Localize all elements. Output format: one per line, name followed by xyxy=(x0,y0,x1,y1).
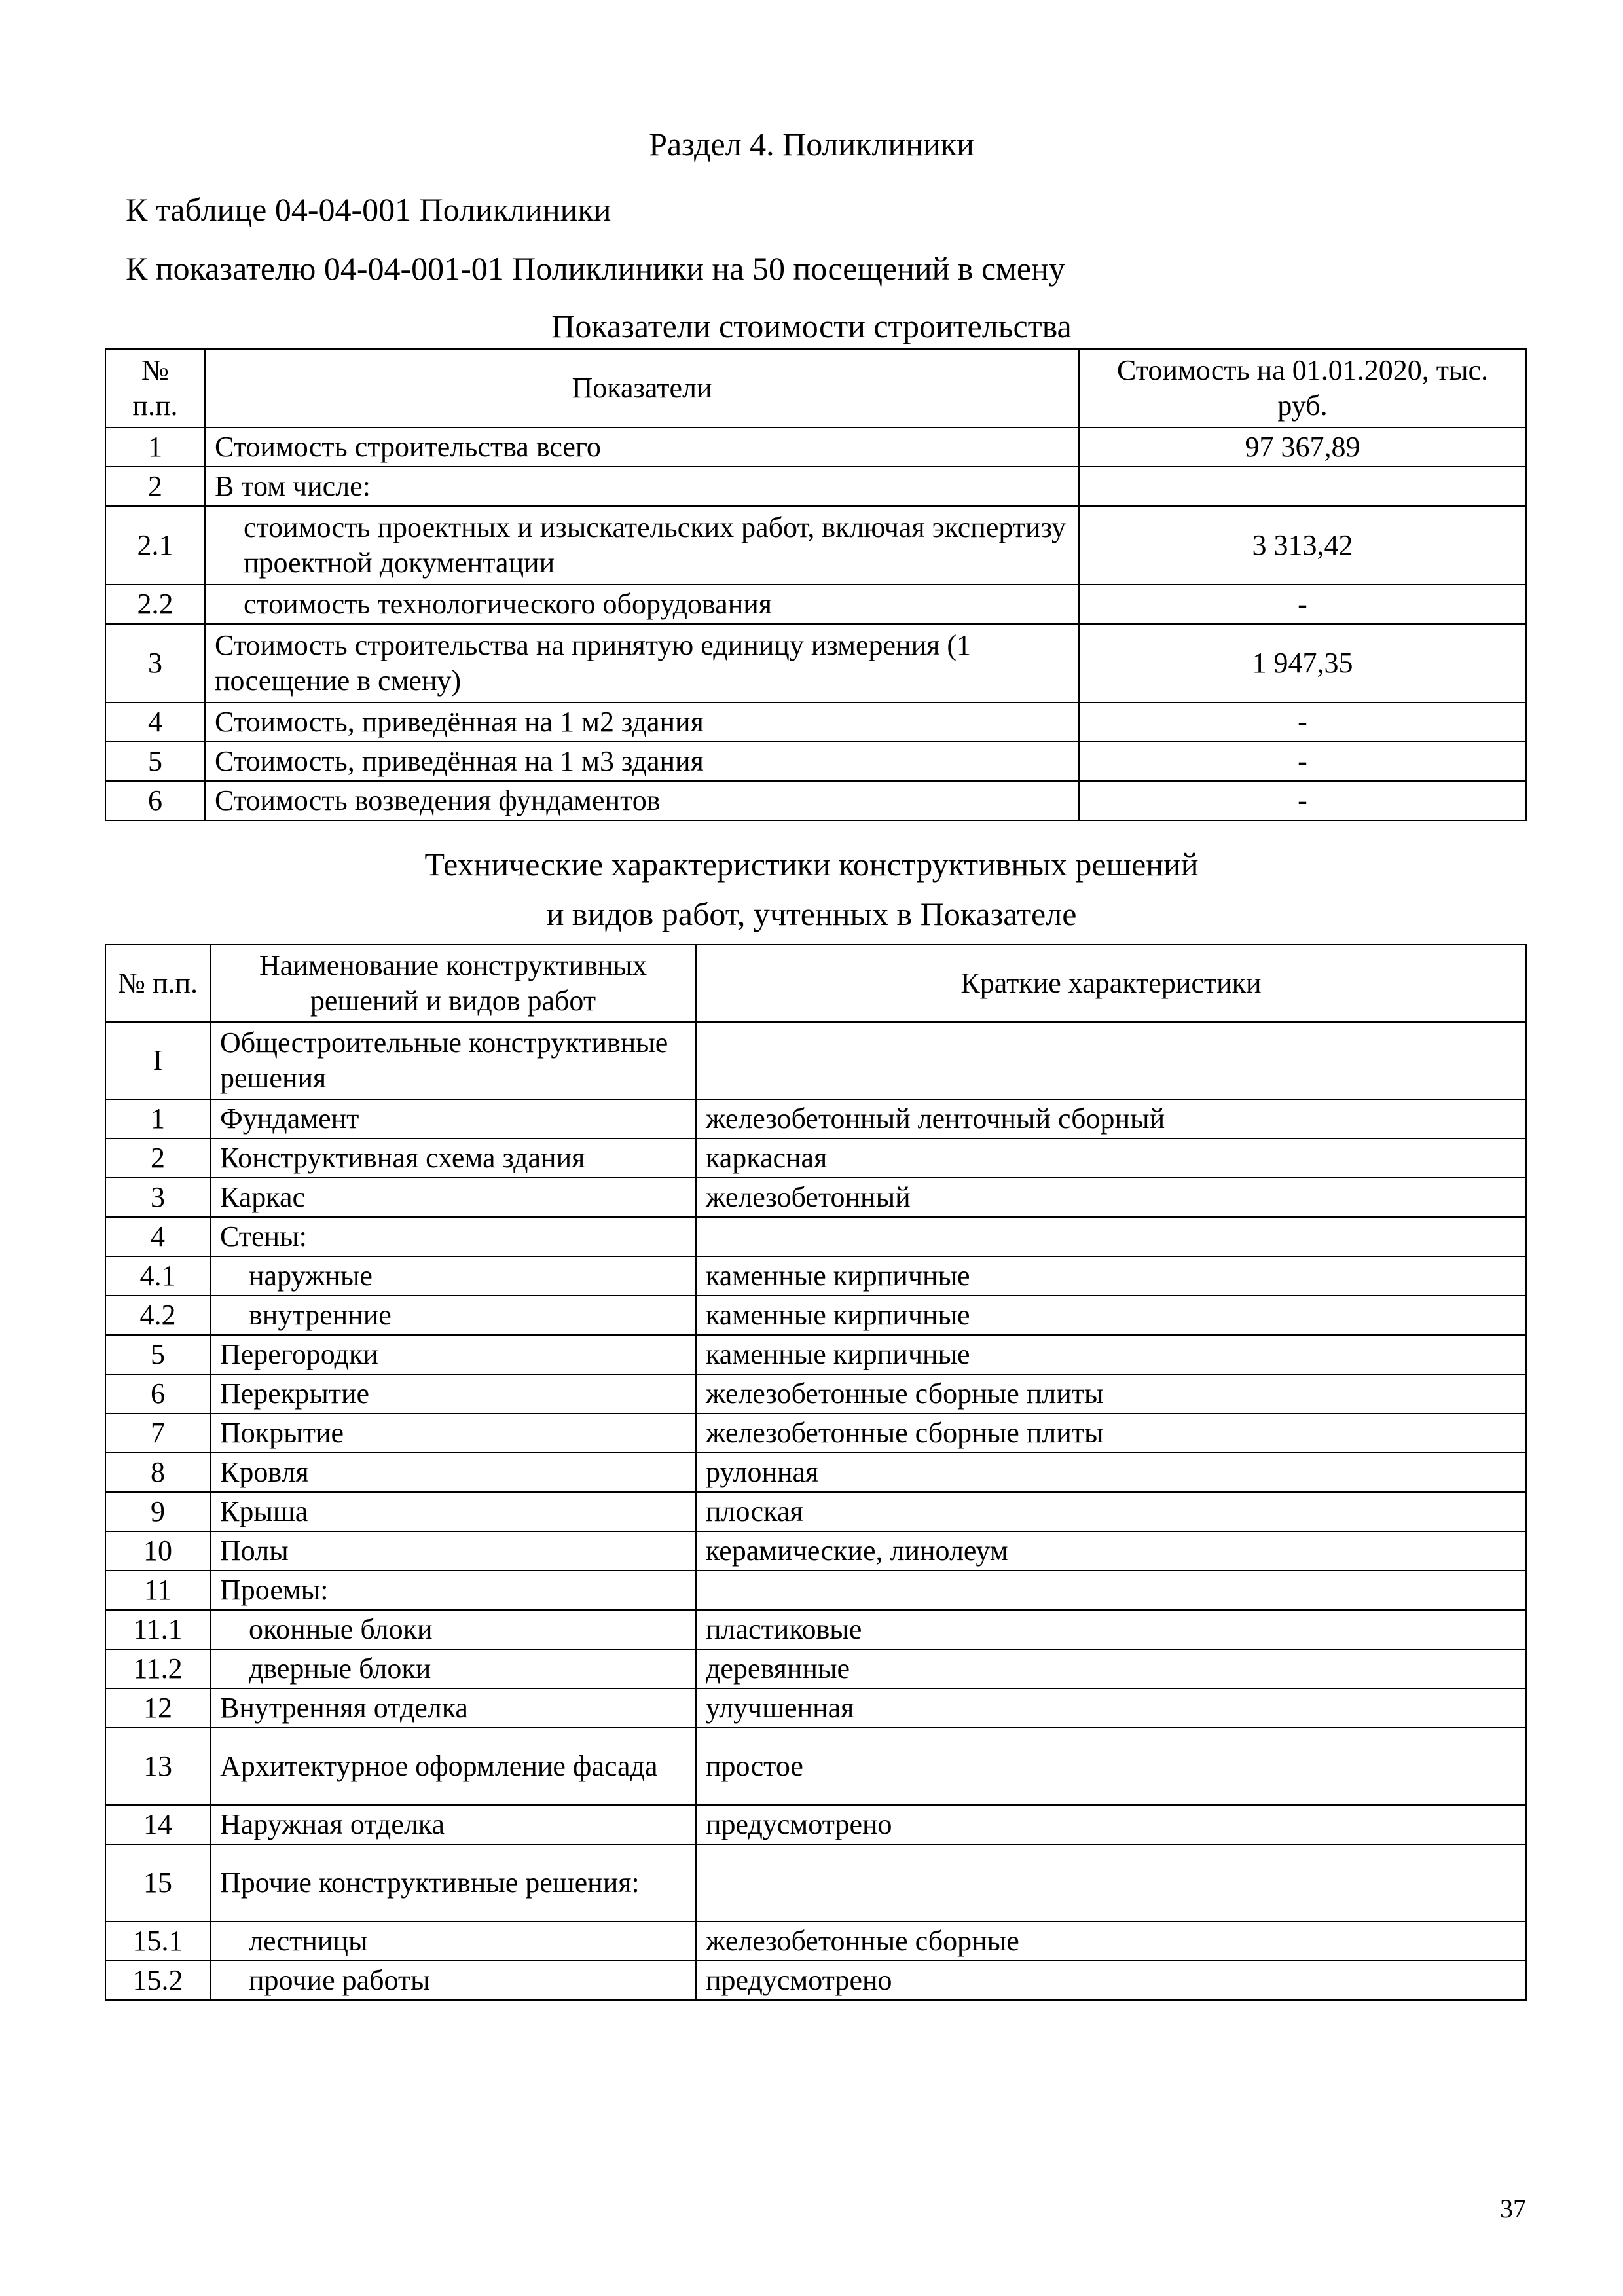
row-num: 15.1 xyxy=(105,1922,210,1961)
row-num: 9 xyxy=(105,1492,210,1531)
table-row xyxy=(105,1922,1526,1961)
table-row xyxy=(105,1453,1526,1492)
row-num: 1 xyxy=(105,1099,210,1139)
header-num: № п.п. xyxy=(105,945,210,1022)
row-desc: железобетонный ленточный сборный xyxy=(696,1099,1526,1139)
row-num: 1 xyxy=(105,428,205,467)
row-name: В том числе: xyxy=(205,467,1079,506)
row-desc: железобетонный xyxy=(696,1178,1526,1217)
row-num: 3 xyxy=(105,1178,210,1217)
row-num: 8 xyxy=(105,1453,210,1492)
row-desc: железобетонные сборные xyxy=(696,1922,1526,1961)
header-indicators: Показатели xyxy=(205,349,1079,428)
table-row xyxy=(105,1728,1526,1805)
row-name: лестницы xyxy=(210,1922,696,1961)
row-desc: каркасная xyxy=(696,1139,1526,1178)
row-num: I xyxy=(105,1022,210,1099)
header-characteristics: Краткие характеристики xyxy=(696,945,1526,1022)
row-desc: деревянные xyxy=(696,1649,1526,1688)
row-name: наружные xyxy=(210,1256,696,1296)
row-num: 2.1 xyxy=(105,506,205,585)
row-num: 15 xyxy=(105,1844,210,1922)
row-name: Перегородки xyxy=(210,1335,696,1374)
cost-table-title: Показатели стоимости строительства xyxy=(551,308,1072,344)
table-row xyxy=(105,1099,1526,1139)
row-name: прочие работы xyxy=(210,1961,696,2000)
row-num: 11.1 xyxy=(105,1610,210,1649)
row-name: Стоимость строительства на принятую единицу измерения (1 посещение в смену) xyxy=(205,624,1079,702)
row-num: 15.2 xyxy=(105,1961,210,2000)
table-row xyxy=(105,428,1526,467)
tech-table-title xyxy=(0,839,1623,939)
table-row xyxy=(105,585,1526,624)
row-desc: предусмотрено xyxy=(696,1805,1526,1844)
row-name: Стены: xyxy=(210,1217,696,1256)
row-name: Каркас xyxy=(210,1178,696,1217)
row-num: 12 xyxy=(105,1688,210,1728)
row-num: 3 xyxy=(105,624,205,702)
row-num: 2 xyxy=(105,1139,210,1178)
row-value: - xyxy=(1079,781,1526,820)
row-name: Стоимость, приведённая на 1 м2 здания xyxy=(205,702,1079,742)
table-row xyxy=(105,1139,1526,1178)
table-row xyxy=(105,1022,1526,1099)
table-row xyxy=(105,1178,1526,1217)
row-num: 4 xyxy=(105,702,205,742)
row-name: Проемы: xyxy=(210,1571,696,1610)
header-num: № п.п. xyxy=(105,349,205,428)
header-solution-name: Наименование конструктивных решений и видов работ xyxy=(210,945,696,1022)
row-value xyxy=(1079,467,1526,506)
table-header-row xyxy=(105,945,1526,1022)
row-desc: керамические, линолеум xyxy=(696,1531,1526,1571)
tech-table xyxy=(105,944,1527,2001)
row-name: Прочие конструктивные решения: xyxy=(210,1844,696,1922)
table-reference: К таблице 04-04-001 Поликлиники xyxy=(126,191,611,228)
row-desc: каменные кирпичные xyxy=(696,1296,1526,1335)
row-num: 5 xyxy=(105,742,205,781)
row-name: Крыша xyxy=(210,1492,696,1531)
row-name: Фундамент xyxy=(210,1099,696,1139)
row-name: Наружная отделка xyxy=(210,1805,696,1844)
row-desc xyxy=(696,1217,1526,1256)
row-name: Стоимость, приведённая на 1 м3 здания xyxy=(205,742,1079,781)
row-num: 5 xyxy=(105,1335,210,1374)
row-num: 14 xyxy=(105,1805,210,1844)
row-num: 10 xyxy=(105,1531,210,1571)
table-row xyxy=(105,1296,1526,1335)
row-desc: каменные кирпичные xyxy=(696,1256,1526,1296)
table-row xyxy=(105,1844,1526,1922)
row-num: 7 xyxy=(105,1413,210,1453)
indicator-reference: К показателю 04-04-001-01 Поликлиники на 50 посещений в смену xyxy=(126,250,1065,287)
row-num: 13 xyxy=(105,1728,210,1805)
row-name: Полы xyxy=(210,1531,696,1571)
table-row xyxy=(105,1961,1526,2000)
row-name: Стоимость возведения фундаментов xyxy=(205,781,1079,820)
table-row xyxy=(105,1688,1526,1728)
row-name: стоимость технологического оборудования xyxy=(205,585,1079,624)
row-name: Конструктивная схема здания xyxy=(210,1139,696,1178)
row-name: Общестроительные конструктивные решения xyxy=(210,1022,696,1099)
row-num: 6 xyxy=(105,781,205,820)
row-desc xyxy=(696,1844,1526,1922)
table-row xyxy=(105,506,1526,585)
table-row xyxy=(105,1217,1526,1256)
table-row xyxy=(105,1492,1526,1531)
row-desc: пластиковые xyxy=(696,1610,1526,1649)
table-row xyxy=(105,1805,1526,1844)
row-name: Стоимость строительства всего xyxy=(205,428,1079,467)
table-row xyxy=(105,702,1526,742)
row-name: стоимость проектных и изыскательских работ, включая экспертизу проектной документации xyxy=(205,506,1079,585)
row-value: - xyxy=(1079,585,1526,624)
row-num: 2.2 xyxy=(105,585,205,624)
table-row xyxy=(105,624,1526,702)
table-row xyxy=(105,1649,1526,1688)
row-name: Перекрытие xyxy=(210,1374,696,1413)
table-header-row xyxy=(105,349,1526,428)
tech-title-line-1: Технические характеристики конструктивных решений xyxy=(424,846,1199,883)
row-num: 4.2 xyxy=(105,1296,210,1335)
row-name: Покрытие xyxy=(210,1413,696,1453)
table-row xyxy=(105,781,1526,820)
row-name: оконные блоки xyxy=(210,1610,696,1649)
row-desc: плоская xyxy=(696,1492,1526,1531)
cost-table xyxy=(105,348,1527,821)
table-row xyxy=(105,1531,1526,1571)
row-name: Архитектурное оформление фасада xyxy=(210,1728,696,1805)
row-value: - xyxy=(1079,742,1526,781)
row-desc: улучшенная xyxy=(696,1688,1526,1728)
table-row xyxy=(105,1335,1526,1374)
row-name: Кровля xyxy=(210,1453,696,1492)
row-desc: простое xyxy=(696,1728,1526,1805)
row-num: 11.2 xyxy=(105,1649,210,1688)
row-num: 4.1 xyxy=(105,1256,210,1296)
table-row xyxy=(105,1256,1526,1296)
row-desc xyxy=(696,1571,1526,1610)
tech-title-line-2: и видов работ, учтенных в Показателе xyxy=(546,896,1077,932)
row-num: 11 xyxy=(105,1571,210,1610)
header-cost: Стоимость на 01.01.2020, тыс. руб. xyxy=(1079,349,1526,428)
page-number: 37 xyxy=(1500,2194,1526,2223)
row-desc: рулонная xyxy=(696,1453,1526,1492)
row-desc: предусмотрено xyxy=(696,1961,1526,2000)
row-num: 2 xyxy=(105,467,205,506)
row-name: внутренние xyxy=(210,1296,696,1335)
row-value: 1 947,35 xyxy=(1079,624,1526,702)
table-row xyxy=(105,1413,1526,1453)
row-value: 3 313,42 xyxy=(1079,506,1526,585)
table-row xyxy=(105,1571,1526,1610)
row-value: 97 367,89 xyxy=(1079,428,1526,467)
table-row xyxy=(105,1610,1526,1649)
row-name: дверные блоки xyxy=(210,1649,696,1688)
table-row xyxy=(105,467,1526,506)
row-desc: железобетонные сборные плиты xyxy=(696,1374,1526,1413)
row-num: 6 xyxy=(105,1374,210,1413)
row-desc: каменные кирпичные xyxy=(696,1335,1526,1374)
row-name: Внутренняя отделка xyxy=(210,1688,696,1728)
row-desc: железобетонные сборные плиты xyxy=(696,1413,1526,1453)
table-row xyxy=(105,742,1526,781)
row-num: 4 xyxy=(105,1217,210,1256)
row-value: - xyxy=(1079,702,1526,742)
table-row xyxy=(105,1374,1526,1413)
row-desc xyxy=(696,1022,1526,1099)
section-title: Раздел 4. Поликлиники xyxy=(649,126,974,162)
